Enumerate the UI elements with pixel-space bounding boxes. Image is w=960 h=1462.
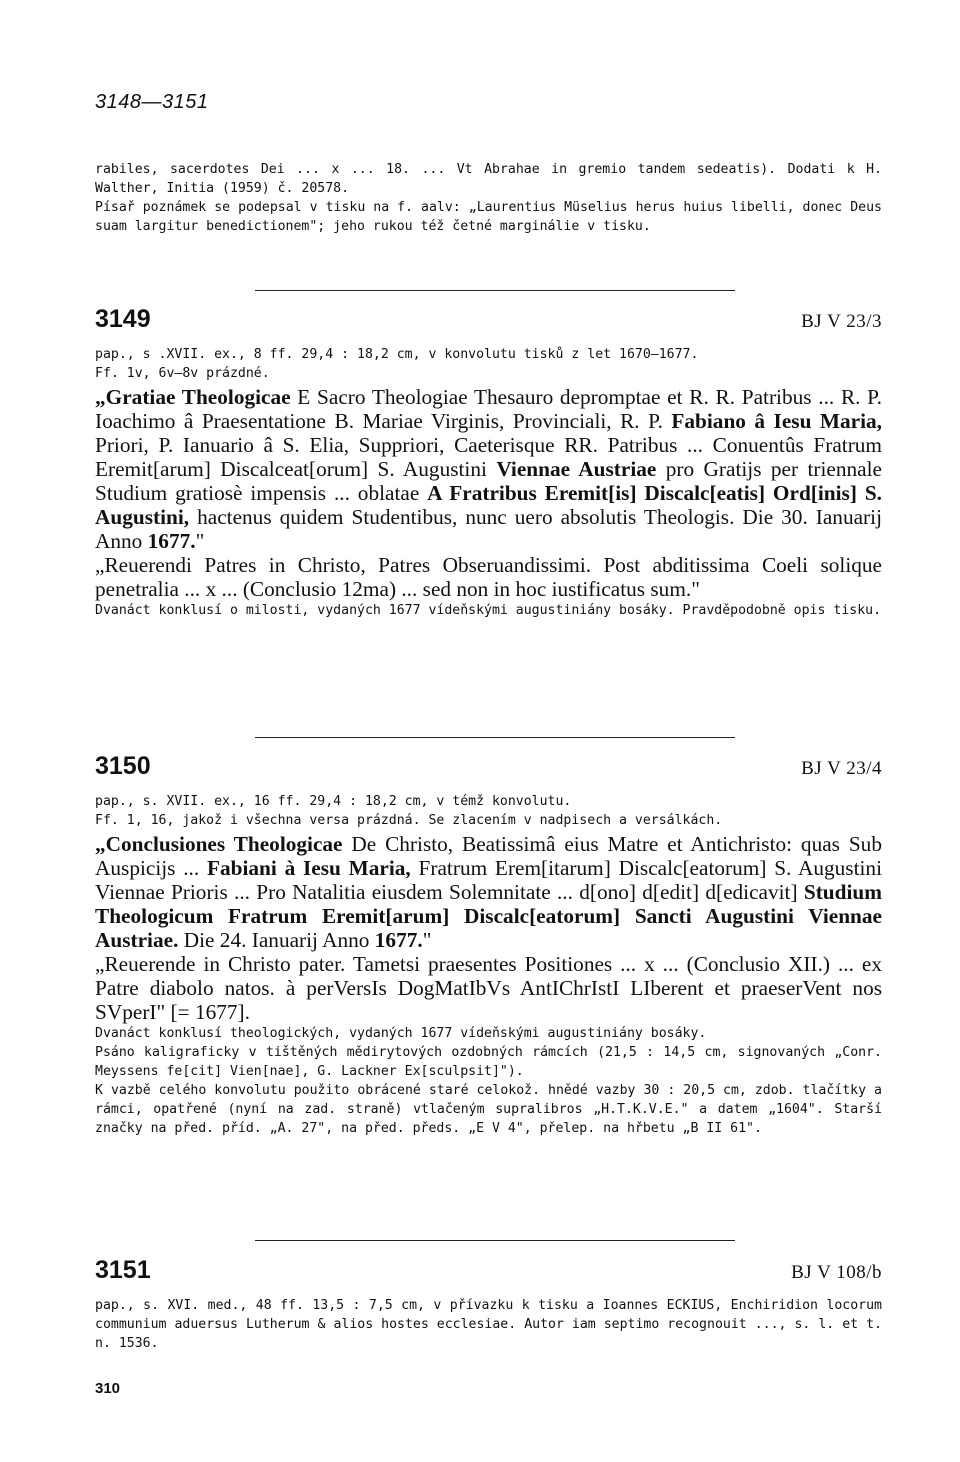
entry-number: 3150 — [95, 752, 151, 780]
blank-folios: Ff. 1, 16, jakož i všechna versa prázdná. Se zlacením v nadpisech a versálkách. — [95, 813, 723, 828]
physical-description: pap., s. XVI. med., 48 ff. 13,5 : 7,5 cm, v přívazku k tisku a Ioannes ECKIUS, Enchiridion locorum communium aduersus Lutherum & alios hostes ecclesiae. Autor iam septimo recognouit ..., s. l. et t. n. 1536. — [95, 1298, 882, 1351]
running-head: 3148—3151 — [95, 91, 209, 113]
title-transcription: „Gratiae Theologicae E Sacro Theologiae Thesauro depromptae et R. R. Patribus ... R. P. Ioachimo â Praesentatione B. Mariae Virginis, Provinciali, R. P. Fabiano â Iesu Maria, Priori, P. Ianuario â S. Elia, Suppriori, Caeterisque RR. Patribus ... Conuentûs Fratrum Eremit[arum] Discalceat[orum] S. Augustini Viennae Austriae pro Gratijs per triennale Studium gratiosè impensis ... oblatae A Fratribus Eremit[is] Discalc[eatis] Ord[inis] S. Augustini, hactenus quidem Studentibus, nunc uero absolutis Theologis. Die 30. Ianuarij Anno 1677." — [95, 385, 882, 553]
blank-folios: Ff. 1v, 6v—8v prázdné. — [95, 366, 270, 381]
note: Dvanáct konklusí o milosti, vydaných 1677 vídeňskými augustiniány bosáky. Pravděpodobně opis tisku. — [95, 603, 882, 618]
continuation-line-2: Písař poznámek se podepsal v tisku na f. aalv: „Laurentius Müselius herus huius libelli, donec Deus suam largitur benedictionem"; jeho rukou též četné marginálie v tisku. — [95, 200, 882, 234]
shelfmark: BJ V 108/b — [791, 1262, 882, 1283]
entry-number: 3149 — [95, 305, 151, 333]
shelfmark: BJ V 23/4 — [801, 758, 882, 779]
incipit: „Reuerende in Christo pater. Tametsi praesentes Positiones ... x ... (Conclusio XII.) ... ex Patre diabolo natos. à perVersIs DogMatIbVs AntIChrIstI LIberent et praeserVent nos SVperI" [= 1677]. — [95, 952, 882, 1024]
shelfmark: BJ V 23/3 — [801, 311, 882, 332]
section-divider — [255, 1240, 735, 1241]
page-number: 310 — [95, 1380, 121, 1397]
physical-description: pap., s. XVII. ex., 16 ff. 29,4 : 18,2 cm, v témž konvolutu. — [95, 794, 572, 809]
section-divider — [255, 737, 735, 738]
continuation-line-1: rabiles, sacerdotes Dei ... x ... 18. ... Vt Abrahae in gremio tandem sedeatis). Dodati k H. Walther, Initia (1959) č. 20578. — [95, 162, 882, 196]
continuation-text — [95, 160, 882, 236]
section-divider — [255, 290, 735, 291]
physical-description: pap., s .XVII. ex., 8 ff. 29,4 : 18,2 cm, v konvolutu tisků z let 1670—1677. — [95, 347, 699, 362]
entry-3150 — [95, 752, 882, 1138]
entry-3149 — [95, 305, 882, 620]
entry-number: 3151 — [95, 1256, 151, 1284]
entry-3151 — [95, 1256, 882, 1353]
note: Dvanáct konklusí theologických, vydaných 1677 vídeňskými augustiniány bosáky. — [95, 1026, 707, 1041]
incipit: „Reuerendi Patres in Christo, Patres Obseruandissimi. Post abditissima Coeli solique penetralia ... x ... (Conclusio 12ma) ... sed non in hoc iustificatus sum." — [95, 553, 882, 601]
note: K vazbě celého konvolutu použito obrácené staré celokož. hnědé vazby 30 : 20,5 cm, zdob. tlačítky a rámci, opatřené (nyní na zad. straně) vtlačeným supralibros „H.T.K.V.E." a datem „1604". Starší značky na před. příd. „A. 27", na před. předs. „E V 4", přelep. na hřbetu „B II 61". — [95, 1083, 882, 1136]
title-transcription: „Conclusiones Theologicae De Christo, Beatissimâ eius Matre et Antichristo: quas Sub Auspicijs ... Fabiani à Iesu Maria, Fratrum Erem[itarum] Discalc[eatorum] S. Augustini Viennae Prioris ... Pro Natalitia eiusdem Solemnitate ... d[ono] d[edit] d[edicavit] Studium Theologicum Fratrum Eremit[arum] Discalc[eatorum] Sancti Augustini Viennae Austriae. Die 24. Ianuarij Anno 1677." — [95, 832, 882, 952]
note: Psáno kaligraficky v tištěných mědirytových ozdobných rámcích (21,5 : 14,5 cm, signovaných „Conr. Meyssens fe[cit] Vien[nae], G. Lackner Ex[sculpsit]"). — [95, 1045, 882, 1079]
